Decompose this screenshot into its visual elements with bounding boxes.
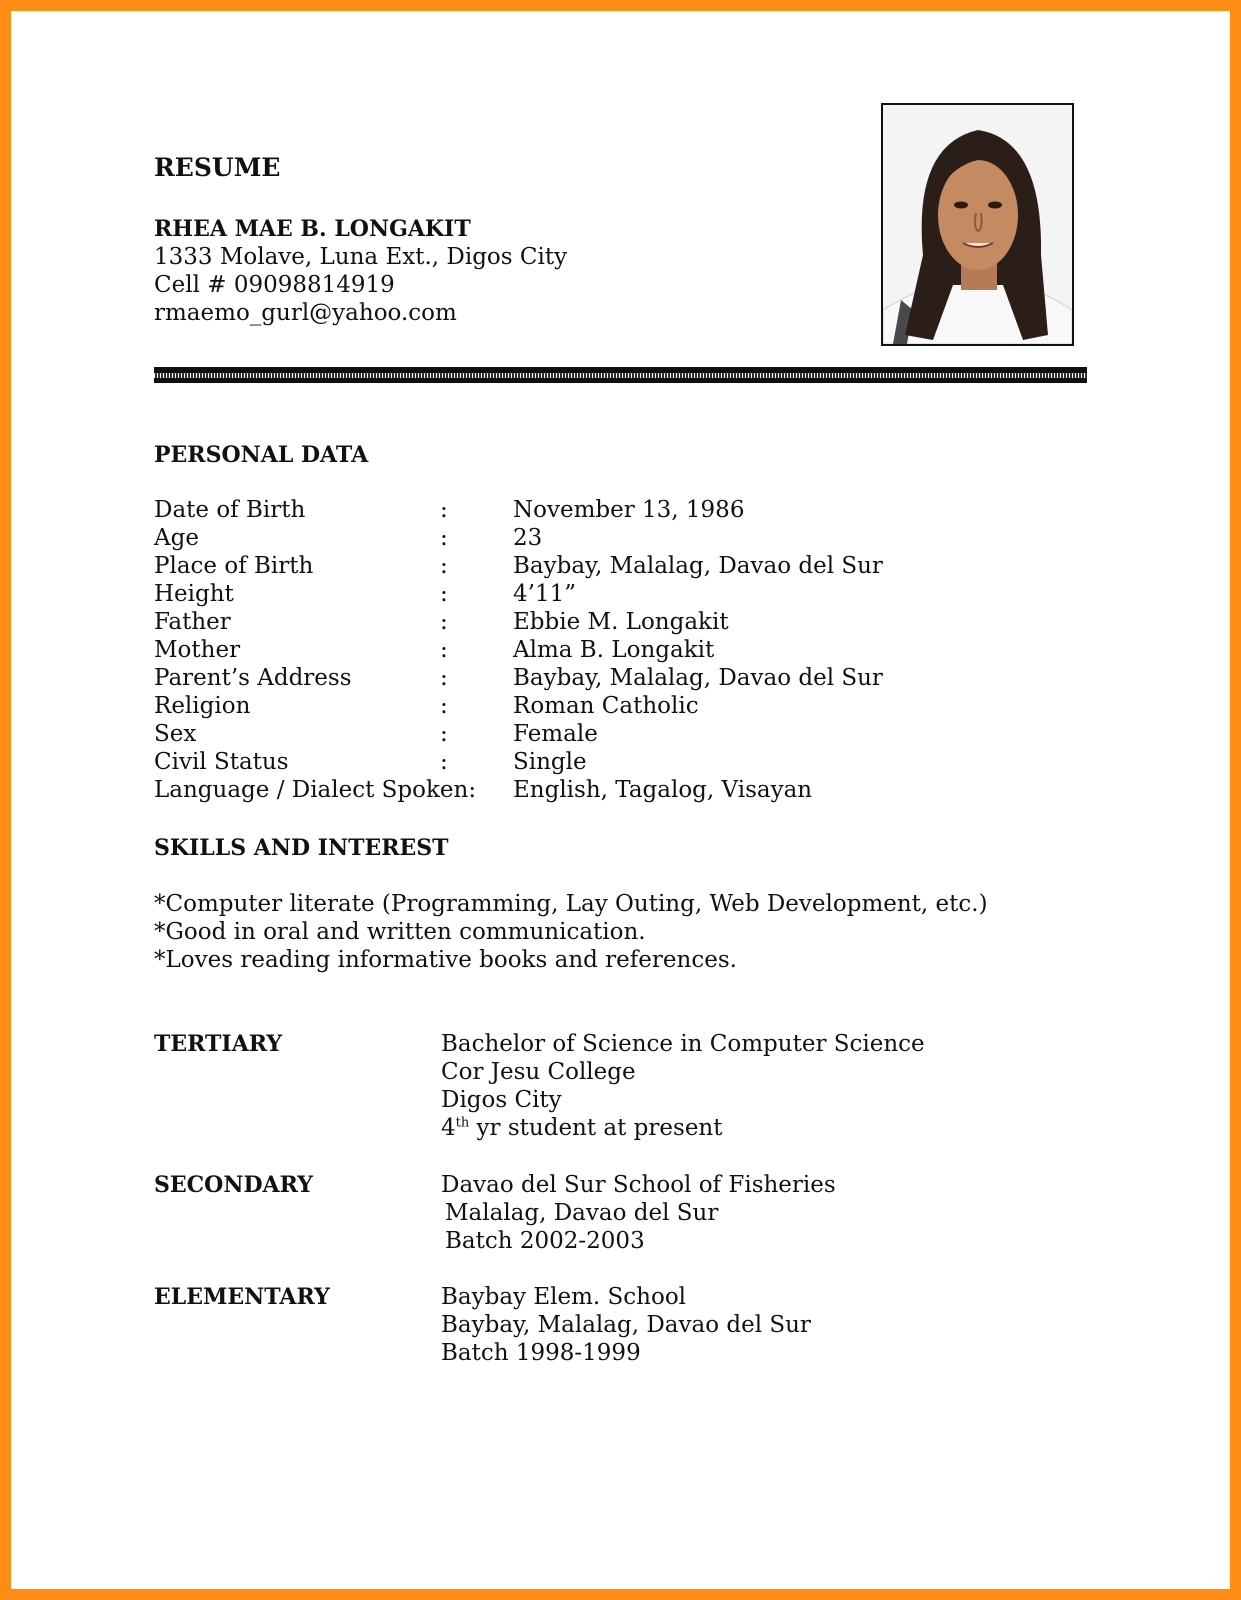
- pd-value-religion: Roman Catholic: [513, 693, 699, 719]
- pd-value-sex: Female: [513, 721, 598, 747]
- pd-value-mother: Alma B. Longakit: [513, 637, 715, 663]
- pd-value-age: 23: [513, 525, 543, 551]
- tertiary-line: Bachelor of Science in Computer Science: [441, 1031, 925, 1057]
- secondary-line: Batch 2002-2003: [445, 1228, 645, 1254]
- header-divider: [154, 367, 1087, 383]
- year-rest: yr student at present: [469, 1115, 723, 1141]
- pd-colon: :: [440, 609, 448, 635]
- pd-label-religion: Religion: [154, 693, 251, 719]
- applicant-address: 1333 Molave, Luna Ext., Digos City: [154, 244, 568, 270]
- tertiary-heading: TERTIARY: [154, 1031, 283, 1057]
- pd-colon: :: [440, 637, 448, 663]
- skill-item: *Loves reading informative books and references.: [154, 947, 737, 973]
- portrait-photo: [883, 105, 1072, 344]
- pd-colon: :: [440, 665, 448, 691]
- tertiary-line: Digos City: [441, 1087, 562, 1113]
- pd-colon: :: [440, 721, 448, 747]
- pd-label-civil-status: Civil Status: [154, 749, 289, 775]
- applicant-name: RHEA MAE B. LONGAKIT: [154, 216, 471, 242]
- pd-label-place-of-birth: Place of Birth: [154, 553, 314, 579]
- pd-label-sex: Sex: [154, 721, 197, 747]
- secondary-line: Davao del Sur School of Fisheries: [441, 1172, 836, 1198]
- applicant-email: rmaemo_gurl@yahoo.com: [154, 300, 457, 326]
- elementary-line: Baybay, Malalag, Davao del Sur: [441, 1312, 811, 1338]
- tertiary-line: Cor Jesu College: [441, 1059, 636, 1085]
- elementary-line: Baybay Elem. School: [441, 1284, 687, 1310]
- applicant-cell: Cell # 09098814919: [154, 272, 395, 298]
- pd-value-parents-address: Baybay, Malalag, Davao del Sur: [513, 665, 883, 691]
- pd-value-height: 4’11”: [513, 581, 576, 607]
- skill-item: *Computer literate (Programming, Lay Outing, Web Development, etc.): [154, 891, 988, 917]
- pd-label-age: Age: [154, 525, 199, 551]
- pd-colon: :: [440, 553, 448, 579]
- applicant-photo: [881, 103, 1074, 346]
- tertiary-year-line: [441, 1114, 723, 1142]
- pd-value-civil-status: Single: [513, 749, 587, 775]
- pd-label-parents-address: Parent’s Address: [154, 665, 352, 691]
- pd-colon: :: [440, 749, 448, 775]
- elementary-line: Batch 1998-1999: [441, 1340, 641, 1366]
- pd-colon: :: [440, 525, 448, 551]
- pd-value-father: Ebbie M. Longakit: [513, 609, 729, 635]
- elementary-heading: ELEMENTARY: [154, 1284, 330, 1310]
- pd-value-date-of-birth: November 13, 1986: [513, 497, 745, 523]
- year-number: 4: [441, 1115, 456, 1141]
- pd-colon: :: [440, 693, 448, 719]
- pd-label-date-of-birth: Date of Birth: [154, 497, 306, 523]
- year-ordinal: th: [455, 1115, 470, 1131]
- personal-data-heading: PERSONAL DATA: [154, 442, 369, 468]
- pd-value-language: English, Tagalog, Visayan: [513, 777, 813, 803]
- pd-label-language: Language / Dialect Spoken:: [154, 777, 477, 803]
- secondary-line: Malalag, Davao del Sur: [445, 1200, 719, 1226]
- pd-colon: :: [440, 497, 448, 523]
- skills-heading: SKILLS AND INTEREST: [154, 835, 449, 861]
- pd-value-place-of-birth: Baybay, Malalag, Davao del Sur: [513, 553, 883, 579]
- pd-label-father: Father: [154, 609, 231, 635]
- pd-label-mother: Mother: [154, 637, 241, 663]
- pd-label-height: Height: [154, 581, 234, 607]
- skill-item: *Good in oral and written communication.: [154, 919, 646, 945]
- pd-colon: :: [440, 581, 448, 607]
- secondary-heading: SECONDARY: [154, 1172, 313, 1198]
- resume-title: RESUME: [154, 153, 281, 182]
